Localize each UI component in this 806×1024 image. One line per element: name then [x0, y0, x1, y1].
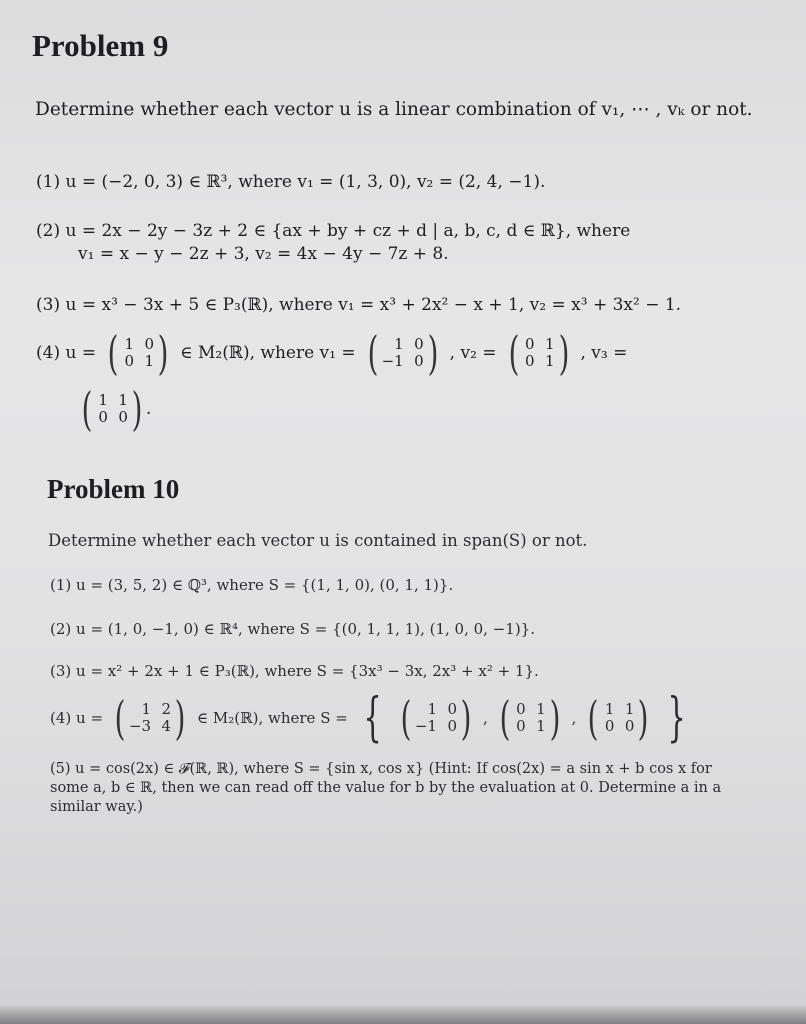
matrix-p10-m3: ( 1 1 0 0 ) — [587, 691, 649, 745]
matrix-v1: ( 1 0 −1 0 ) — [367, 326, 439, 380]
matrix-p10-m1: ( 1 0 −1 0 ) — [400, 691, 472, 745]
problem-9-title: Problem 9 — [32, 28, 169, 63]
problem-9-item-4 — [36, 326, 628, 380]
problem-10-title: Problem 10 — [47, 474, 180, 504]
problem-9-item-2-cont: v₁ = x − y − 2z + 3, v₂ = 4x − 4y − 7z + 8. — [78, 244, 449, 264]
problem-10-item-5: (5) u = cos(2x) ∈ 𝓕(ℝ, ℝ), where S = {sin x, cos x} (Hint: If cos(2x) = a sin x + b cos x for some a, b ∈ ℝ, then we can read off the value for b by the evaluation at 0. Determine a in a similar way.) — [50, 761, 722, 815]
p10-item-4-mid: ∈ M₂(ℝ), where S = — [197, 709, 348, 727]
problem-10-item-1: (1) u = (3, 5, 2) ∈ ℚ³, where S = {(1, 1, 0), (0, 1, 1)}. — [50, 576, 454, 594]
problem-9-intro: Determine whether each vector u is a linear combination of v₁, ⋯ , vₖ or not. — [35, 99, 753, 120]
problem-9-item-1: (1) u = (−2, 0, 3) ∈ ℝ³, where v₁ = (1, 3, 0), v₂ = (2, 4, −1). — [36, 172, 546, 192]
p10-item-4-label: (4) u = — [50, 709, 104, 727]
matrix-p10-m2: ( 0 1 0 1 ) — [499, 691, 561, 745]
item-4-v3-label: , v₃ = — [580, 343, 628, 363]
matrix-u: ( 1 0 0 1 ) — [107, 326, 169, 380]
problem-10-item-4: (4) u = ( 1 2 −3 4 ) ∈ M₂(ℝ), where S = { ( 1 0 −1 0 ) , ( 0 1 0 1 ) , ( 1 1 0 0 ) } — [50, 688, 686, 748]
screen-bottom-edge — [0, 1006, 806, 1024]
problem-9-item-2: (2) u = 2x − 2y − 3z + 2 ∈ {ax + by + cz + d | a, b, c, d ∈ ℝ}, where — [36, 221, 631, 241]
problem-10-intro: Determine whether each vector u is contained in span(S) or not. — [48, 531, 588, 550]
item-4-label: (4) u = — [36, 343, 97, 363]
problem-10-item-3: (3) u = x² + 2x + 1 ∈ P₃(ℝ), where S = {3x³ − 3x, 2x³ + x² + 1}. — [50, 662, 539, 680]
problem-10-item-2: (2) u = (1, 0, −1, 0) ∈ ℝ⁴, where S = {(0, 1, 1, 1), (1, 0, 0, −1)}. — [50, 620, 535, 638]
problem-9-item-3: (3) u = x³ − 3x + 5 ∈ P₃(ℝ), where v₁ = x³ + 2x² − x + 1, v₂ = x³ + 3x² − 1. — [36, 295, 682, 315]
item-4-mid: ∈ M₂(ℝ), where v₁ = — [180, 343, 356, 363]
matrix-v3: ( 1 1 0 0 ) — [81, 382, 143, 436]
matrix-p10-u: ( 1 2 −3 4 ) — [114, 691, 186, 745]
matrix-v2: ( 0 1 0 1 ) — [508, 326, 569, 380]
problem-9-item-4-cont: ( 1 1 0 0 ) . — [78, 386, 151, 432]
item-4-v2-label: , v₂ = — [449, 343, 497, 363]
